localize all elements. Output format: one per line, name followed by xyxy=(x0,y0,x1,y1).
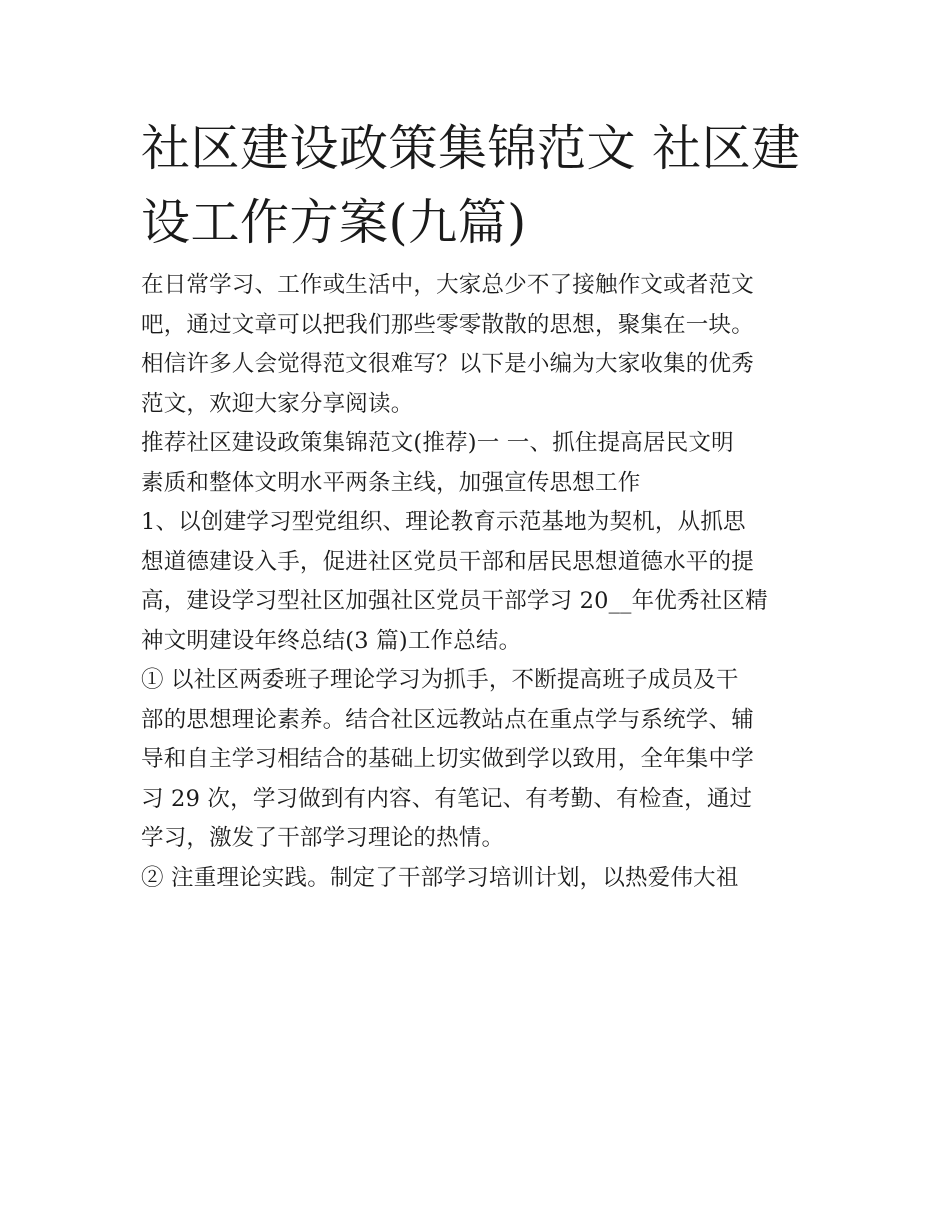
text-line: 1、以创建学习型党组织、理论教育示范基地为契机，从抓思 xyxy=(141,509,746,535)
text-line: 神文明建设年终总结(3 篇)工作总结。 xyxy=(141,627,522,654)
text-line: ② 注重理论实践。制定了干部学习培训计划，以热爱伟大祖 xyxy=(141,864,739,891)
item-1-paragraph xyxy=(141,503,813,661)
text-line: 吧，通过文章可以把我们那些零零散散的思想，聚集在一块。 xyxy=(141,311,754,338)
text-line: 导和自主学习相结合的基础上切实做到学以致用，全年集中学 xyxy=(141,746,754,772)
text-line: 推荐社区建设政策集锦范文(推荐)一 一、抓住提高居民文明 xyxy=(141,430,734,456)
text-line: 在日常学习、工作或生活中，大家总少不了接触作文或者范文 xyxy=(141,272,754,298)
text-line: 范文，欢迎大家分享阅读。 xyxy=(141,390,414,417)
document-title xyxy=(141,112,813,260)
section-heading-paragraph xyxy=(141,424,813,503)
intro-paragraph xyxy=(141,266,813,424)
text-line: 部的思想理论素养。结合社区远教站点在重点学与系统学、辅 xyxy=(141,706,754,733)
title-line: 设工作方案(九篇) xyxy=(141,194,527,251)
circled-item-2-paragraph xyxy=(141,859,813,899)
text-line: ① 以社区两委班子理论学习为抓手，不断提高班子成员及干 xyxy=(141,667,739,693)
circled-item-1-paragraph xyxy=(141,661,813,859)
text-line: 素质和整体文明水平两条主线，加强宣传思想工作 xyxy=(141,469,641,496)
text-line: 想道德建设入手，促进社区党员干部和居民思想道德水平的提 xyxy=(141,548,754,575)
document-body xyxy=(141,112,813,898)
text-line: 相信许多人会觉得范文很难写？以下是小编为大家收集的优秀 xyxy=(141,351,754,377)
text-line: 学习，激发了干部学习理论的热情。 xyxy=(141,825,505,851)
text-line: 高，建设学习型社区加强社区党员干部学习 20__年优秀社区精 xyxy=(141,588,768,614)
title-line: 社区建设政策集锦范文 社区建 xyxy=(141,120,801,177)
text-line: 习 29 次，学习做到有内容、有笔记、有考勤、有检查，通过 xyxy=(141,785,753,812)
